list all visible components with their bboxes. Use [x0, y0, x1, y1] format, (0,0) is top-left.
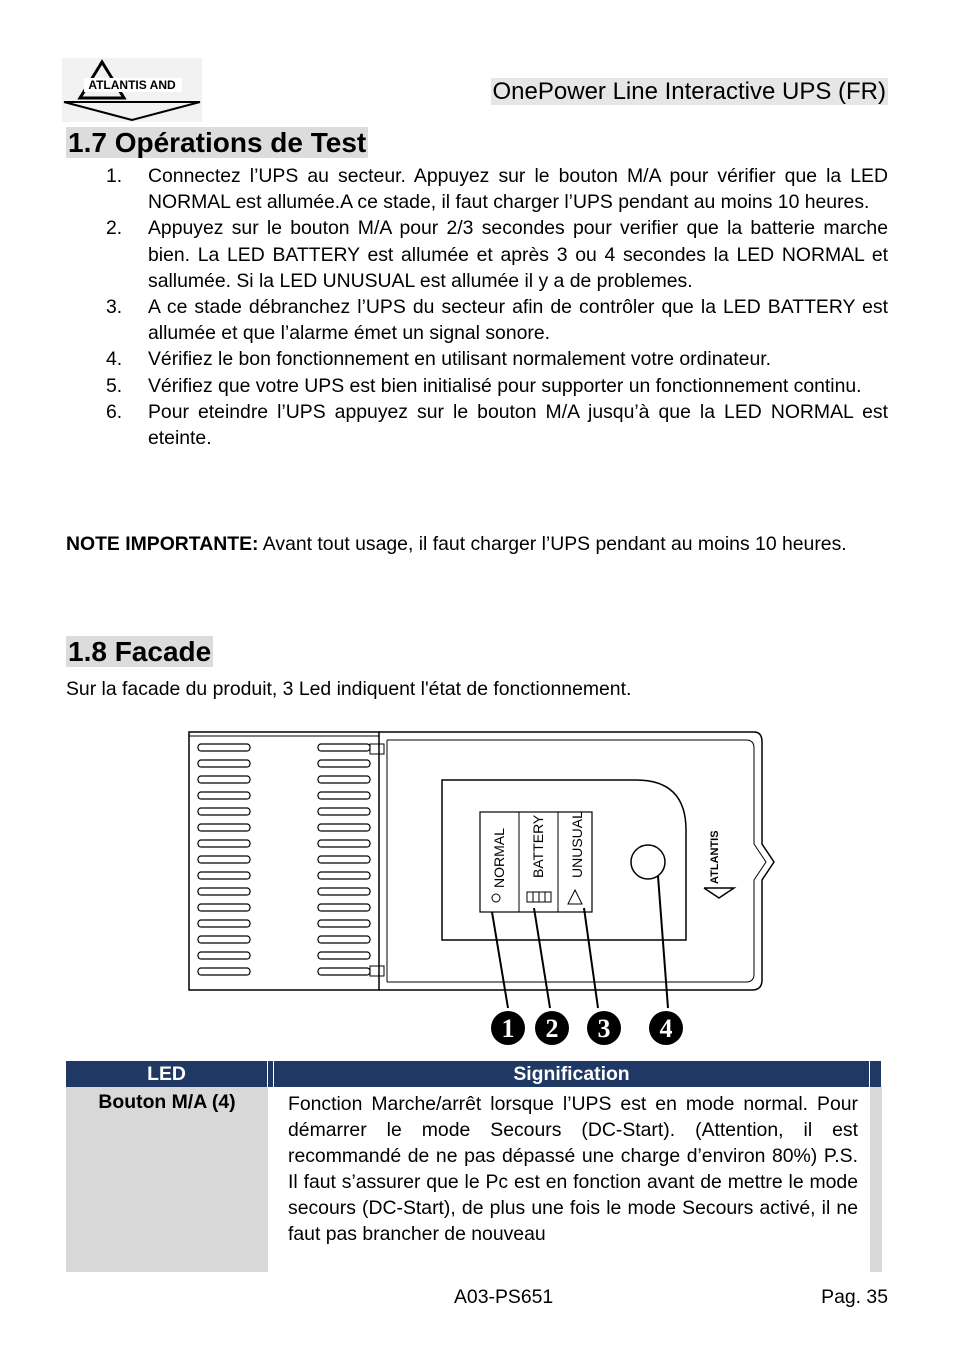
- list-item: 1. Connectez l’UPS au secteur. Appuyez sur le bouton M/A pour vérifier que la LED NORMAL est allumée.A ce stade, il faut charger l’UPS pendant au moins 10 heures.: [106, 165, 888, 214]
- led-label-unusual: UNUSUAL: [569, 811, 585, 878]
- table-header-row: [66, 1061, 882, 1087]
- svg-text:3: 3: [597, 1014, 611, 1043]
- panel-brand-mark-icon: [704, 888, 734, 898]
- panel-brand-text: ATLANTIS: [709, 830, 721, 884]
- led-meaning-table: [66, 1061, 882, 1272]
- callout-1: [491, 1011, 525, 1045]
- callout-2: [535, 1011, 569, 1045]
- battery-icon: [527, 892, 551, 902]
- svg-text:4: 4: [659, 1014, 673, 1043]
- svg-text:2: 2: [545, 1014, 559, 1043]
- atlantis-logo: [62, 58, 202, 122]
- sun-icon: [492, 894, 500, 902]
- column-header-signification: Signification: [274, 1061, 870, 1087]
- column-header-led: LED: [66, 1061, 268, 1087]
- callout-4: [649, 1011, 683, 1045]
- logo-text: ATLANTIS AND: [88, 78, 176, 92]
- warning-icon: [568, 890, 582, 904]
- page-number: Pag. 35: [821, 1286, 888, 1308]
- product-code: A03-PS651: [454, 1286, 554, 1308]
- list-item: 2. Appuyez sur le bouton M/A pour 2/3 secondes pour verifier que la batterie marche bien. La LED BATTERY est allumée et après 3 ou 4 secondes la LED NORMAL et sallumée. Si la LED UNUSUAL est allumée il y a de problemes.: [106, 217, 888, 292]
- list-item: 6. Pour eteindre l’UPS appuyez sur le bouton M/A jusqu’à que la LED NORMAL est eteinte.: [106, 400, 888, 450]
- ups-front-panel-illustration: [186, 726, 786, 1052]
- svg-text:1: 1: [501, 1014, 515, 1043]
- document-title: OnePower Line Interactive UPS (FR): [492, 78, 886, 105]
- led-label-normal: NORMAL: [491, 828, 507, 888]
- table-row: [66, 1087, 882, 1272]
- led-label-battery: BATTERY: [530, 814, 546, 878]
- important-note: NOTE IMPORTANTE: Avant tout usage, il faut charger l’UPS pendant au moins 10 heures.: [66, 533, 847, 555]
- section-heading-facade: 1.8 Facade: [68, 636, 212, 667]
- facade-intro: Sur la facade du produit, 3 Led indiquent l'état de fonctionnement.: [66, 678, 632, 700]
- section-heading-test: 1.7 Opérations de Test: [68, 127, 367, 158]
- callout-3: [587, 1011, 621, 1045]
- list-item: 3. A ce stade débranchez l’UPS du secteur afin de contrôler que la LED BATTERY est allumée et que l’alarme émet un signal sonore.: [106, 296, 888, 345]
- test-steps-list: [66, 163, 888, 451]
- list-item: 4. Vérifiez le bon fonctionnement en utilisant normalement votre ordinateur.: [106, 348, 772, 371]
- led-cell: Bouton M/A (4): [66, 1087, 268, 1272]
- list-item: 5. Vérifiez que votre UPS est bien initialisé pour supporter un fonctionnement continu.: [106, 374, 862, 397]
- signification-cell: Fonction Marche/arrêt lorsque l’UPS est en mode normal. Pour démarrer le mode Secours (DC-Start). (Attention, il est recommandé de ne pas dépassé une charge d’environ 80%) P.S. Il faut s’assurer que le Pc est en fonction avant de mettre le mode secours (DC-Start), de plus une fois le mode Secours activé, il ne faut pas brancher de nouveau: [274, 1087, 870, 1272]
